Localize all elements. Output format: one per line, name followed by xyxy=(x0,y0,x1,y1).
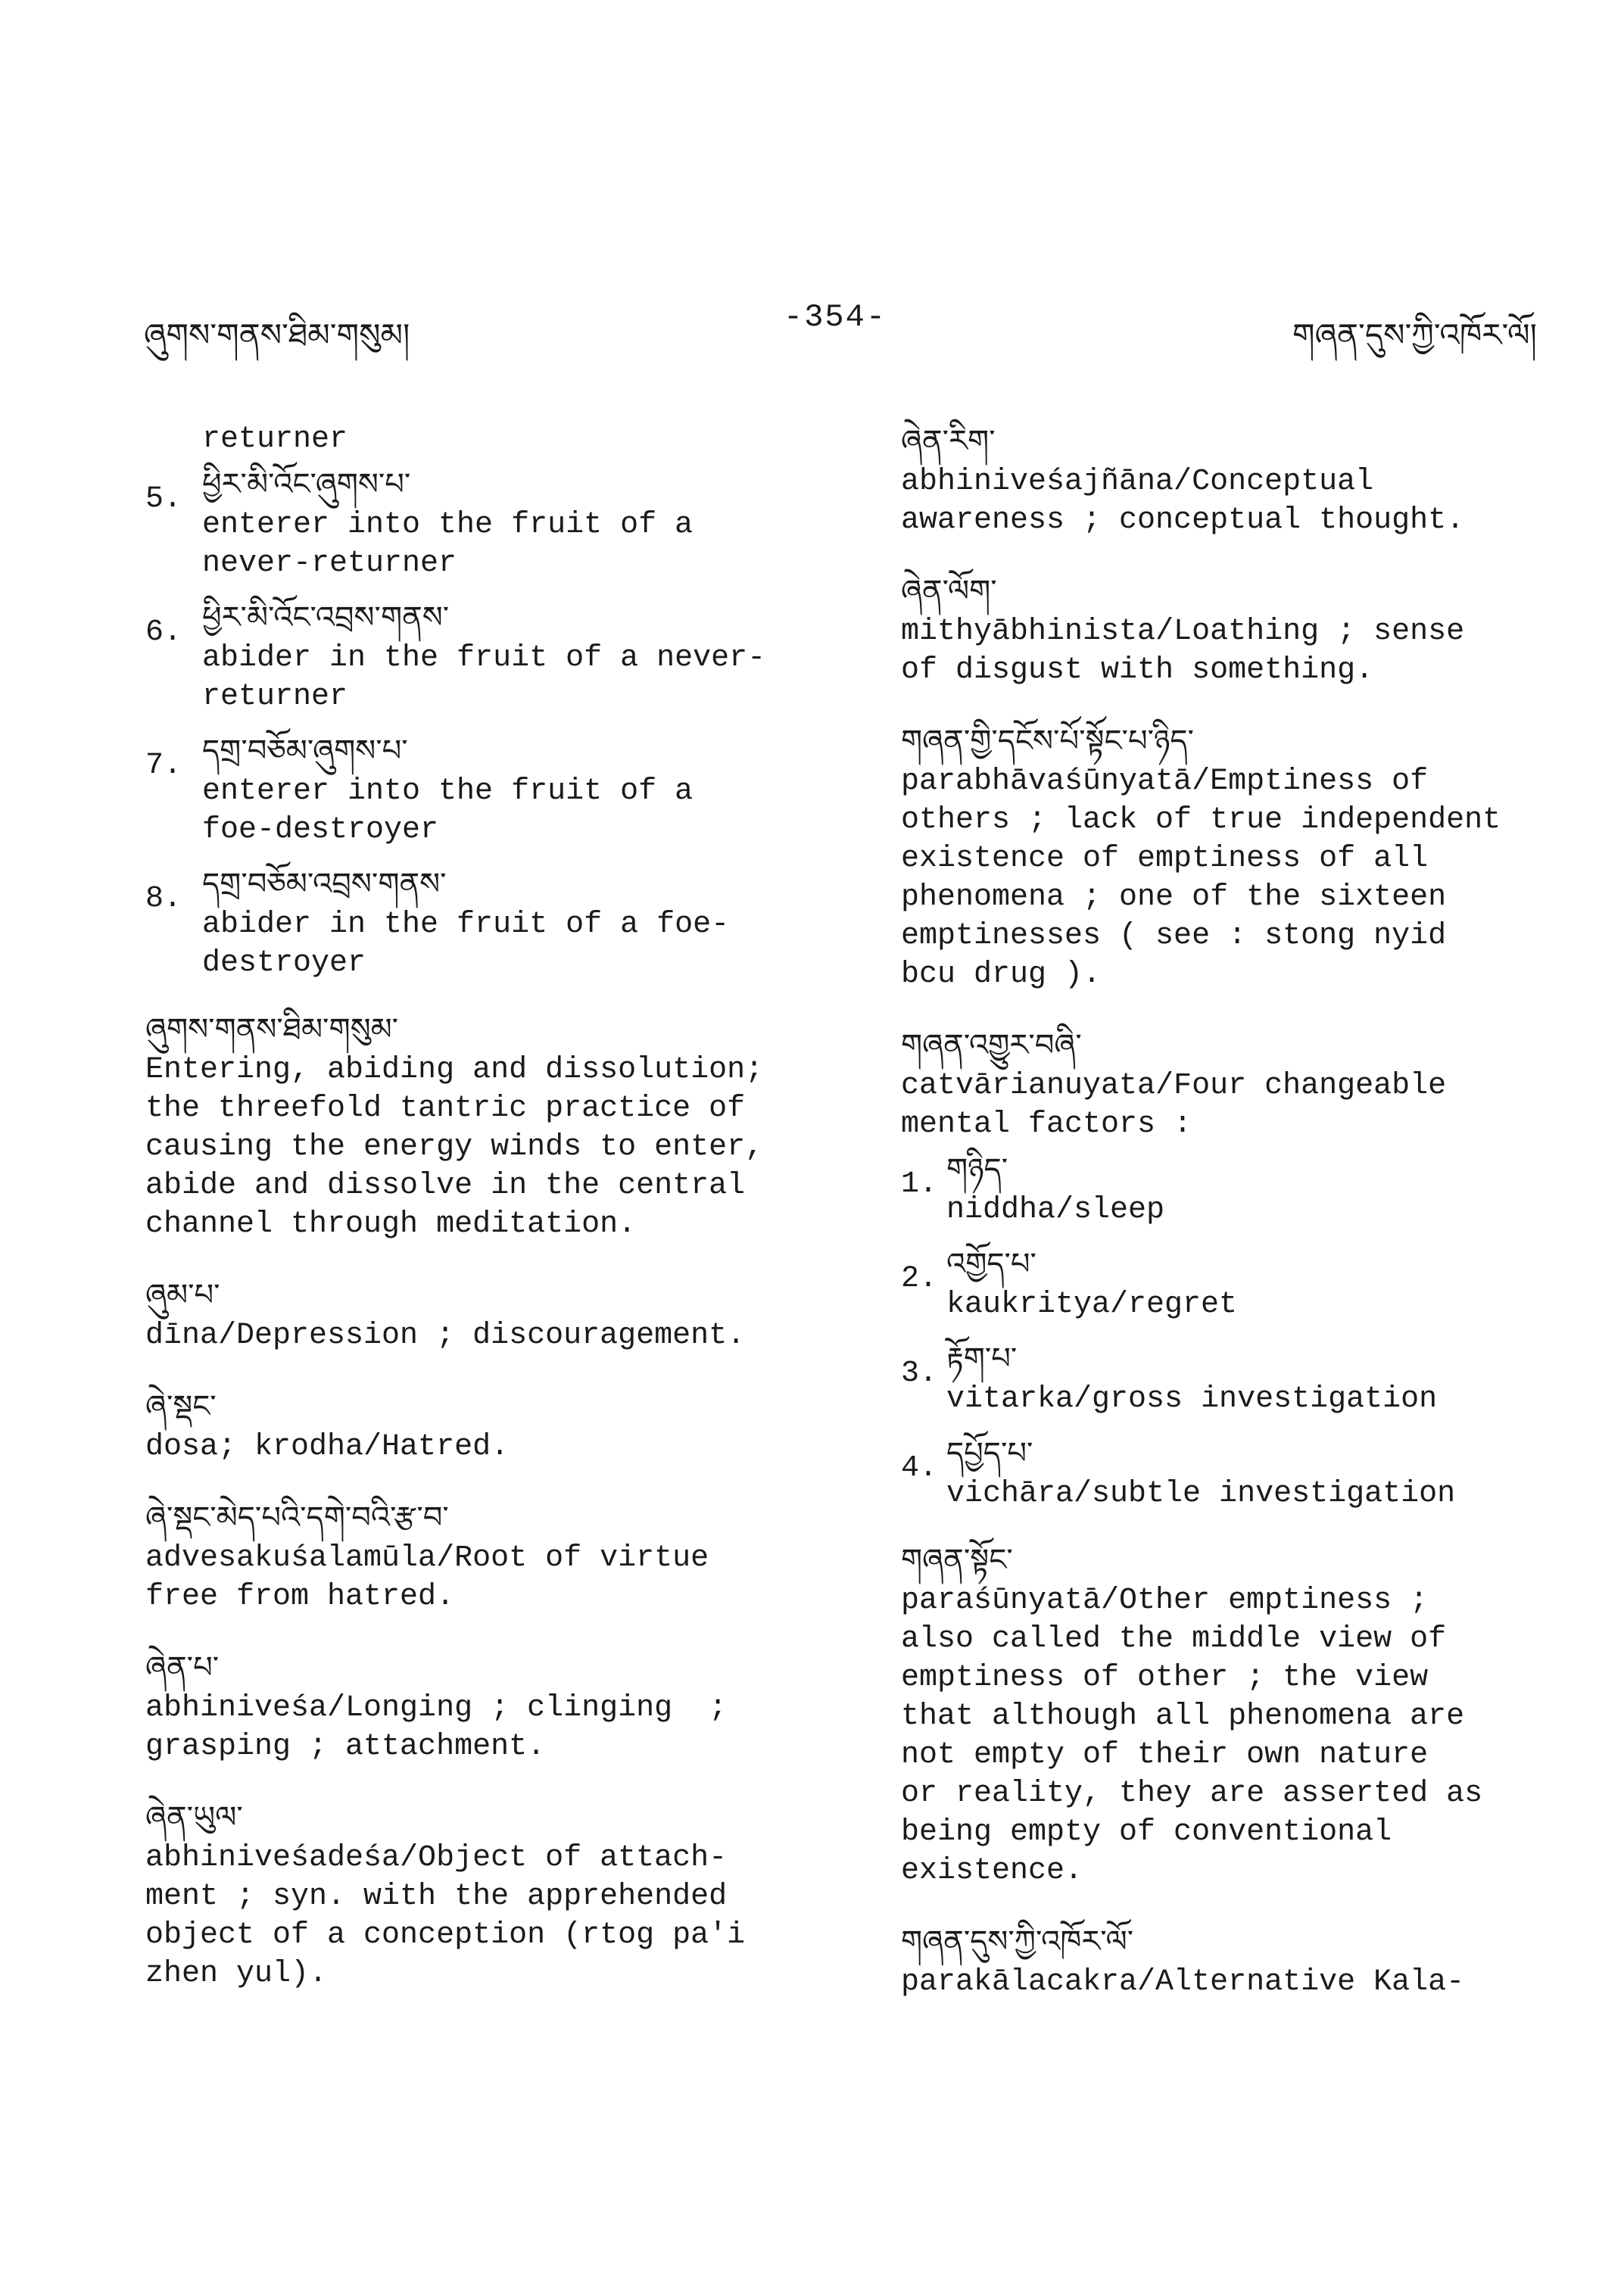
definition: dīna/Depression ; discouragement. xyxy=(145,1319,746,1353)
dictionary-entry xyxy=(901,1539,1560,1890)
tibetan-term: ཞེན་པ་ xyxy=(145,1650,220,1685)
definition: paraśūnyatā/Other emptiness ; also called the middle view of emptiness of other ; the view that although all phenomena are not empty of their own nature or reality, they are asserted as being empty of conventional existence. xyxy=(901,1584,1483,1888)
tibetan-term: དགྲ་བཅོམ་ཞུགས་པ་ xyxy=(202,734,408,768)
tibetan-term: དགྲ་བཅོམ་འབྲས་གནས་ xyxy=(202,867,447,902)
tibetan-term: གཞན་སྟོང་ xyxy=(901,1543,1013,1578)
definition: catvārianuyata/Four changeable mental factors : xyxy=(901,1069,1447,1142)
page-header xyxy=(144,299,1537,354)
definition: parabhāvaśūnyatā/Emptiness of others ; lack of true independent existence of emptiness of all phenomena ; one of the sixteen emptinesses ( see : stong nyid bcu drug ). xyxy=(901,765,1501,992)
item-number: 5. xyxy=(145,482,182,516)
item-number: 2. xyxy=(901,1262,938,1296)
list-item xyxy=(901,1148,1560,1229)
definition: abhiniveśadeśa/Object of attach- ment ; syn. with the apprehended object of a conception (rtog pa'i zhen yul). xyxy=(145,1841,746,1991)
list-item xyxy=(145,463,812,583)
list-item xyxy=(901,1243,1560,1324)
item-number: 7. xyxy=(145,749,182,783)
dictionary-entry xyxy=(145,1497,812,1616)
dictionary-entry xyxy=(145,1274,812,1355)
dictionary-entry xyxy=(145,1647,812,1766)
item-number: 6. xyxy=(145,615,182,650)
definition: vitarka/gross investigation xyxy=(946,1382,1438,1416)
right-column xyxy=(901,420,1560,2032)
definition: abider in the fruit of a foe- destroyer xyxy=(202,908,730,980)
tibetan-term: ཞེ་སྡང་ xyxy=(145,1389,217,1424)
dictionary-entry xyxy=(901,420,1560,540)
item-number: 1. xyxy=(901,1167,938,1201)
tibetan-term: ཕྱིར་མི་འོང་ཞུགས་པ་ xyxy=(202,467,411,502)
dictionary-entry xyxy=(145,1008,812,1244)
dictionary-entry xyxy=(901,570,1560,690)
header-left-title: ཞུགས་གནས་ཐིམ་གསུམ། xyxy=(144,316,410,354)
list-item xyxy=(145,863,812,983)
definition: Entering, abiding and dissolution; the threefold tantric practice of causing the energy winds to enter, abide and dissolve in the central channel through meditation. xyxy=(145,1053,764,1242)
list-item xyxy=(901,1432,1560,1513)
tibetan-term: ཞེན་རིག་ xyxy=(901,424,996,459)
definition: parakālacakra/Alternative Kala- xyxy=(901,1965,1465,1999)
list-item xyxy=(145,730,812,849)
definition: kaukritya/regret xyxy=(946,1288,1238,1322)
dictionary-entry xyxy=(901,1024,1560,1144)
tibetan-term: ཞེ་སྡང་མེད་པའི་དགེ་བའི་རྩ་བ་ xyxy=(145,1500,449,1535)
dictionary-entry xyxy=(901,720,1560,994)
tibetan-term: ཞུགས་གནས་ཐིམ་གསུམ་ xyxy=(145,1012,399,1047)
definition: advesakuśalamūla/Root of virtue free from hatred. xyxy=(145,1541,709,1614)
tibetan-term: དཔྱོད་པ་ xyxy=(946,1436,1033,1471)
dictionary-entry xyxy=(145,1385,812,1466)
definition: mithyābhinista/Loathing ; sense of disgust with something. xyxy=(901,615,1465,687)
item-number: 3. xyxy=(901,1357,938,1391)
tibetan-term: ཞེན་ཡུལ་ xyxy=(145,1800,243,1835)
definition: abider in the fruit of a never- returner xyxy=(202,641,766,714)
dictionary-entry xyxy=(901,1921,1560,2002)
tibetan-term: ཞེན་ལོག་ xyxy=(901,574,997,609)
tibetan-term: གཞན་གྱི་དངོས་པོ་སྟོང་པ་ཉིད་ xyxy=(901,724,1194,759)
continuation-text: returner xyxy=(202,422,348,456)
header-right-title: གཞན་དུས་ཀྱི་འཁོར་ལོ། xyxy=(1292,316,1537,354)
tibetan-term: ཞུམ་པ་ xyxy=(145,1278,220,1313)
definition: vichāra/subtle investigation xyxy=(946,1477,1456,1511)
item-number: 8. xyxy=(145,882,182,916)
definition: abhiniveśa/Longing ; clinging ; grasping ; attachment. xyxy=(145,1691,728,1764)
left-column xyxy=(145,420,812,2024)
definition: niddha/sleep xyxy=(946,1193,1165,1227)
tibetan-term: ཕྱིར་མི་འོང་འབྲས་གནས་ xyxy=(202,600,450,635)
definition: enterer into the fruit of a never-returner xyxy=(202,508,694,581)
definition: enterer into the fruit of a foe-destroyer xyxy=(202,774,694,847)
definition: dosa; krodha/Hatred. xyxy=(145,1430,510,1464)
item-number: 4. xyxy=(901,1451,938,1485)
list-item xyxy=(145,597,812,716)
dictionary-entry xyxy=(145,1796,812,1993)
list-item xyxy=(901,1338,1560,1419)
definition: abhiniveśajñāna/Conceptual awareness ; conceptual thought. xyxy=(901,465,1465,537)
tibetan-term: འགྱོད་པ་ xyxy=(946,1247,1036,1282)
tibetan-term: གཞན་དུས་ཀྱི་འཁོར་ལོ་ xyxy=(901,1924,1134,1959)
tibetan-term: རྟོག་པ་ xyxy=(946,1341,1018,1376)
tibetan-term: གཞན་འགྱུར་བཞི་ xyxy=(901,1028,1082,1063)
tibetan-term: གཉིད་ xyxy=(946,1152,1008,1187)
page-number: -354- xyxy=(784,299,887,335)
